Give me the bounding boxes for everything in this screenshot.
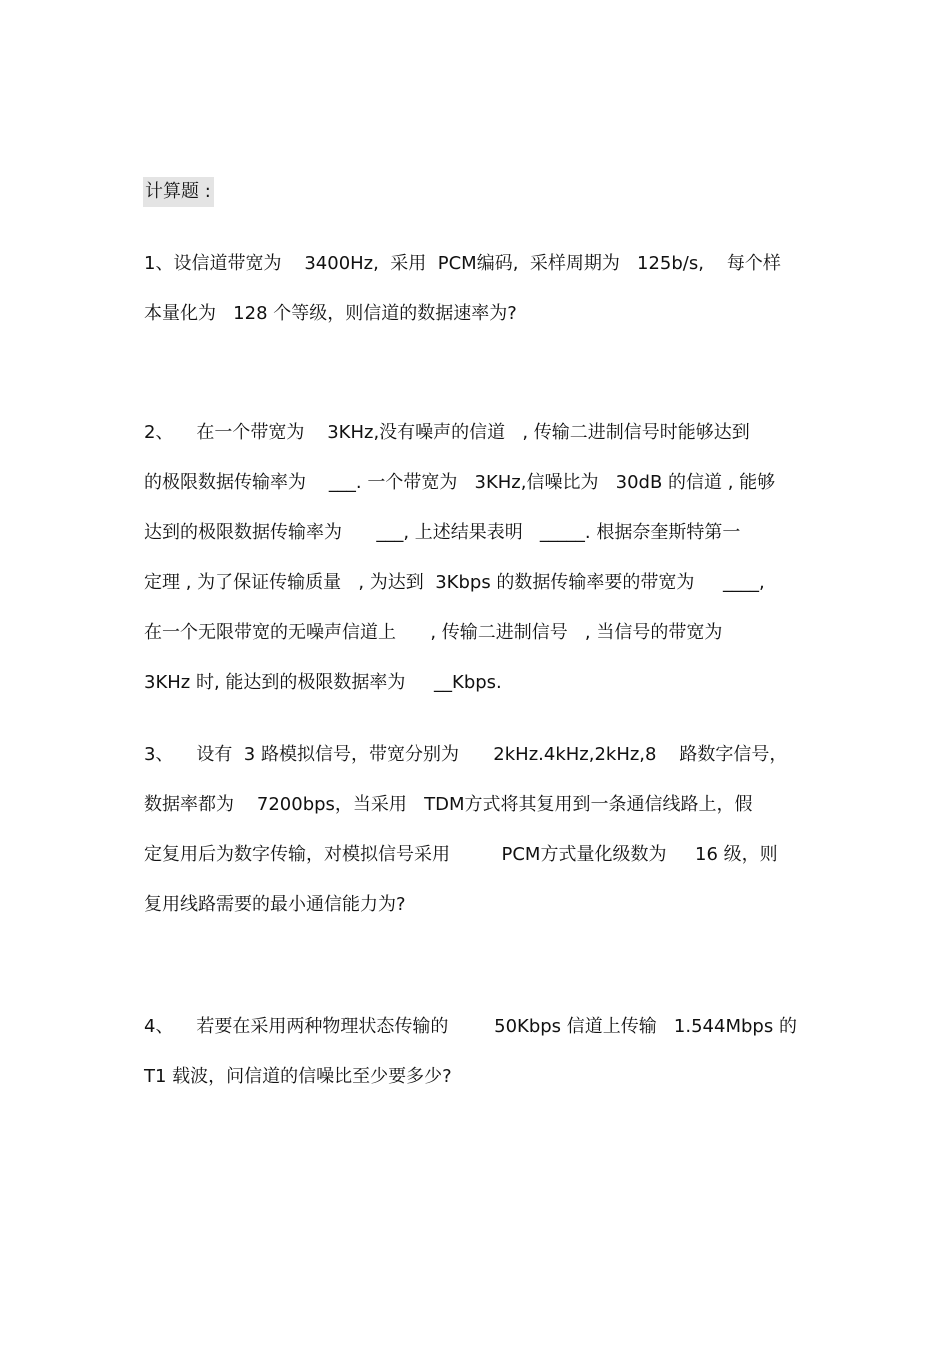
question-2-line-5: 在一个无限带宽的无噪声信道上 , 传输二进制信号 , 当信号的带宽为 (144, 622, 723, 643)
question-2-line-4: 定理 , 为了保证传输质量 , 为达到 3Kbps 的数据传输率要的带宽为 ____, (144, 572, 765, 593)
question-3-line-2: 数据率都为 7200bps，当采用 TDM方式将其复用到一条通信线路上，假 (144, 794, 753, 815)
question-2-line-1: 2、 在一个带宽为 3KHz,没有噪声的信道 , 传输二进制信号时能够达到 (144, 422, 750, 443)
question-2-line-6: 3KHz 时, 能达到的极限数据率为 __Kbps. (144, 672, 502, 693)
question-2-line-2: 的极限数据传输率为 ___. 一个带宽为 3KHz,信噪比为 30dB 的信道 , 能够 (144, 472, 776, 493)
question-3-line-3: 定复用后为数字传输，对模拟信号采用 PCM方式量化级数为 16 级，则 (144, 844, 778, 865)
question-1-line-1: 1、设信道带宽为 3400Hz, 采用 PCM编码, 采样周期为 125b/s, 每个样 (144, 253, 781, 274)
question-3-line-4: 复用线路需要的最小通信能力为? (144, 894, 406, 915)
question-3-line-1: 3、 设有 3 路模拟信号，带宽分别为 2kHz.4kHz,2kHz,8 路数字信号， (144, 744, 788, 765)
section-heading: 计算题 : (143, 177, 214, 207)
question-2-line-3: 达到的极限数据传输率为 ___, 上述结果表明 _____. 根据奈奎斯特第一 (144, 522, 741, 543)
question-1-line-2: 本量化为 128 个等级，则信道的数据速率为? (144, 303, 517, 324)
question-4-line-1: 4、 若要在采用两种物理状态传输的 50Kbps 信道上传输 1.544Mbps 的 (144, 1016, 797, 1037)
question-4-line-2: T1 载波，问信道的信噪比至少要多少? (144, 1066, 452, 1087)
